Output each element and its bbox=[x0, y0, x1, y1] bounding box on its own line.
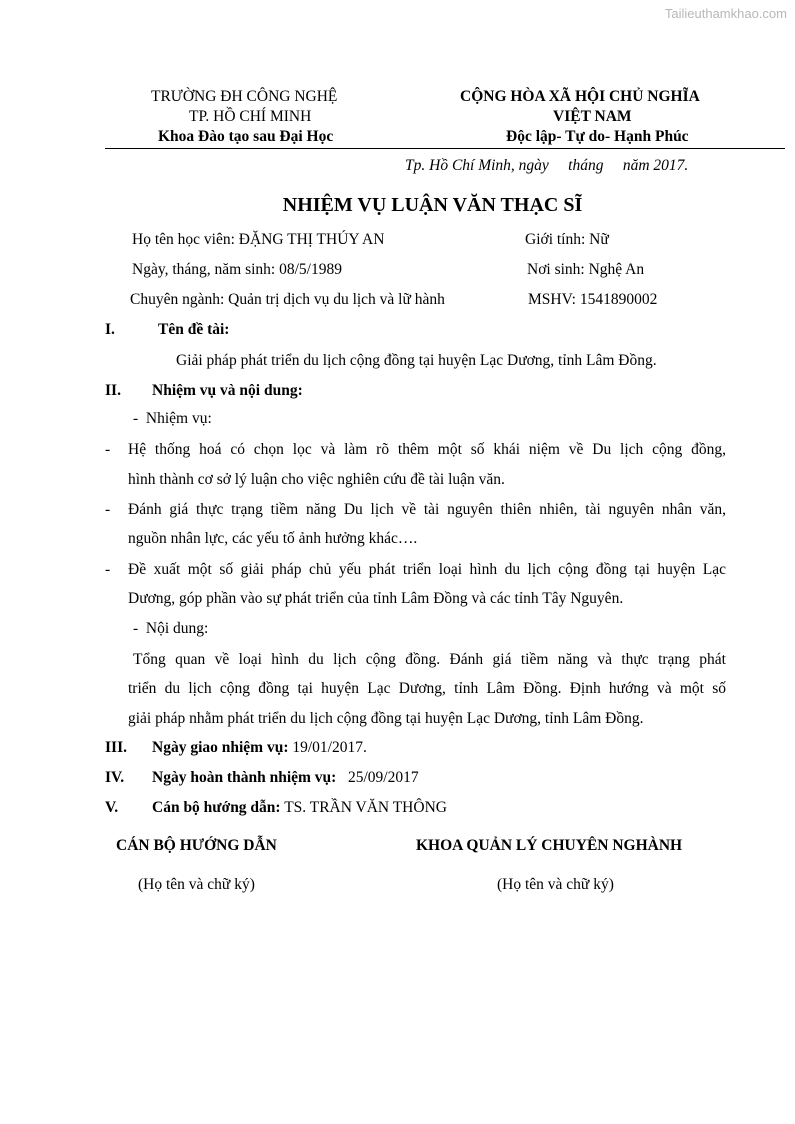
section-5-heading: Cán bộ hướng dẫn: bbox=[152, 799, 281, 816]
content-line-1: Tổng quan về loại hình du lịch cộng đồng. Đánh giá tiềm năng và thực trạng phát bbox=[133, 651, 726, 668]
header-motto: Độc lập- Tự do- Hạnh Phúc bbox=[506, 128, 689, 145]
section-4-heading: Ngày hoàn thành nhiệm vụ: bbox=[152, 769, 337, 786]
section-4-line bbox=[152, 769, 419, 787]
section-3-heading: Ngày giao nhiệm vụ: bbox=[152, 739, 289, 756]
student-gender: Giới tính: Nữ bbox=[525, 231, 609, 248]
task-1-bullet: - bbox=[105, 441, 111, 458]
header-republic: CỘNG HÒA XÃ HỘI CHỦ NGHĨA bbox=[460, 88, 700, 105]
section-2-heading: Nhiệm vụ và nội dung: bbox=[152, 382, 303, 399]
content-line-3: giải pháp nhằm phát triển du lịch cộng đồng tại huyện Lạc Dương, tỉnh Lâm Đồng. bbox=[128, 710, 644, 727]
tasks-label: - Nhiệm vụ: bbox=[133, 410, 212, 427]
task-3-bullet: - bbox=[105, 561, 111, 578]
page-title: NHIỆM VỤ LUẬN VĂN THẠC SĨ bbox=[282, 194, 583, 216]
task-3-line-1: Đề xuất một số giải pháp chủ yếu phát triển loại hình du lịch cộng đồng tại huyện Lạc bbox=[128, 561, 726, 578]
student-major: Chuyên ngành: Quản trị dịch vụ du lịch và lữ hành bbox=[130, 291, 445, 308]
header-school-name: TRƯỜNG ĐH CÔNG NGHỆ bbox=[151, 88, 338, 105]
watermark: Tailieuthamkhao.com bbox=[664, 6, 787, 21]
section-3-value: 19/01/2017. bbox=[288, 739, 367, 756]
section-5-line bbox=[152, 799, 447, 817]
section-1-number: I. bbox=[105, 321, 115, 338]
section-3-line bbox=[152, 739, 367, 757]
student-dob: Ngày, tháng, năm sinh: 08/5/1989 bbox=[132, 261, 342, 278]
task-3-line-2: Dương, góp phần vào sự phát triển của tỉnh Lâm Đồng và các tỉnh Tây Nguyên. bbox=[128, 590, 624, 607]
task-2-line-2: nguồn nhân lực, các yếu tố ảnh hưởng khác…. bbox=[128, 530, 418, 547]
header-country: VIỆT NAM bbox=[553, 108, 632, 125]
student-id: MSHV: 1541890002 bbox=[528, 291, 658, 308]
section-5-number: V. bbox=[105, 799, 119, 816]
section-4-value: 25/09/2017 bbox=[336, 769, 419, 786]
header-divider bbox=[105, 148, 785, 149]
section-1-content: Giải pháp phát triển du lịch cộng đồng tại huyện Lạc Dương, tỉnh Lâm Đồng. bbox=[176, 352, 657, 369]
section-4-number: IV. bbox=[105, 769, 125, 786]
section-2-number: II. bbox=[105, 382, 121, 399]
section-3-number: III. bbox=[105, 739, 127, 756]
signature-right-title: KHOA QUẢN LÝ CHUYÊN NGHÀNH bbox=[416, 837, 683, 854]
task-1-line-2: hình thành cơ sở lý luận cho việc nghiên cứu đề tài luận văn. bbox=[128, 471, 505, 488]
header-faculty: Khoa Đào tạo sau Đại Học bbox=[158, 128, 334, 145]
task-2-line-1: Đánh giá thực trạng tiềm năng Du lịch về tài nguyên thiên nhiên, tài nguyên nhân văn, bbox=[128, 501, 726, 518]
signature-left-note: (Họ tên và chữ ký) bbox=[138, 876, 255, 893]
student-birthplace: Nơi sinh: Nghệ An bbox=[527, 261, 645, 278]
student-name: Họ tên học viên: ĐẶNG THỊ THÚY AN bbox=[132, 231, 385, 248]
header-city: TP. HỒ CHÍ MINH bbox=[189, 108, 312, 125]
content-line-2: triển du lịch cộng đồng tại huyện Lạc Dương, tỉnh Lâm Đồng. Định hướng và một số bbox=[128, 680, 726, 697]
signature-right-note: (Họ tên và chữ ký) bbox=[497, 876, 614, 893]
content-label: - Nội dung: bbox=[133, 620, 209, 637]
date-line: Tp. Hồ Chí Minh, ngày tháng năm 2017. bbox=[405, 157, 689, 174]
task-2-bullet: - bbox=[105, 501, 111, 518]
signature-left-title: CÁN BỘ HƯỚNG DẪN bbox=[116, 837, 277, 854]
task-1-line-1: Hệ thống hoá có chọn lọc và làm rõ thêm một số khái niệm về Du lịch cộng đồng, bbox=[128, 441, 726, 458]
section-5-value: TS. TRẦN VĂN THÔNG bbox=[280, 799, 447, 816]
section-1-heading: Tên đề tài: bbox=[158, 321, 230, 338]
